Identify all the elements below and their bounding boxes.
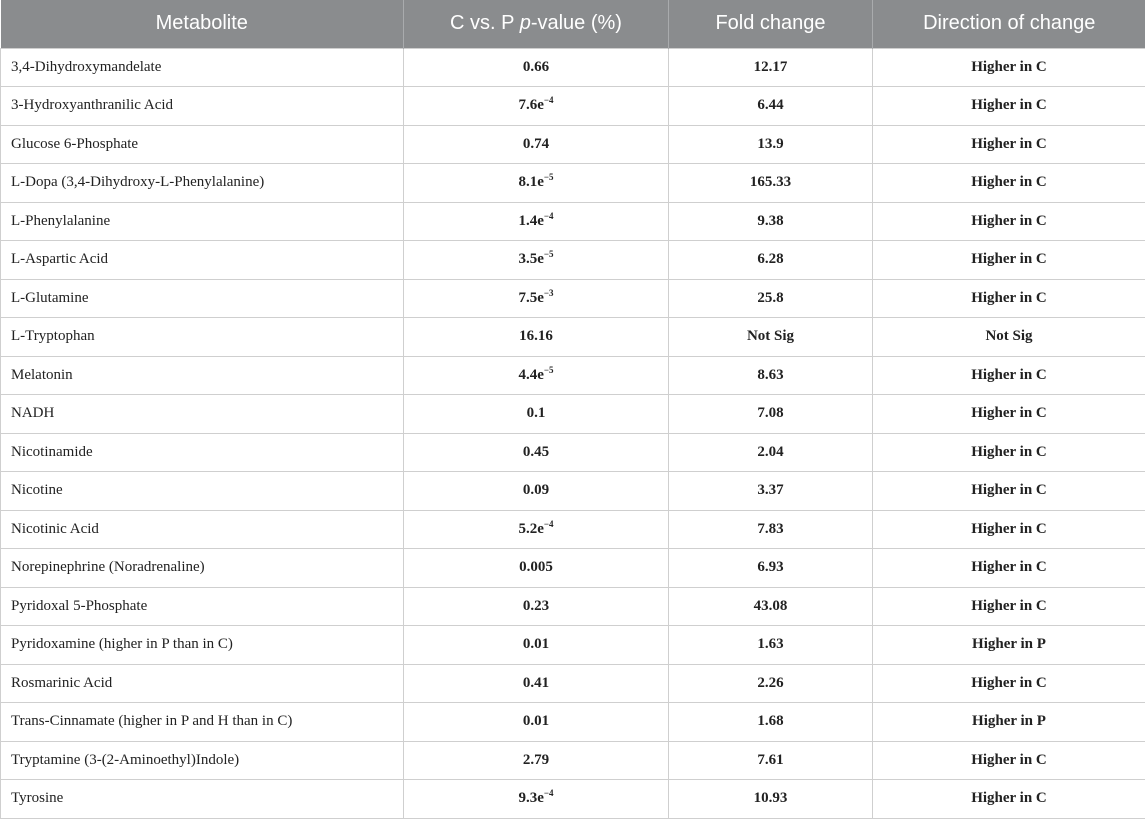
- cell-fold-change: Not Sig: [669, 318, 873, 357]
- table-row: [1, 318, 1145, 357]
- cell-fold-change: 13.9: [669, 125, 873, 164]
- pvalue-mantissa: 4.4e: [518, 367, 543, 383]
- cell-fold-change: 25.8: [669, 279, 873, 318]
- cell-direction: Higher in C: [873, 87, 1145, 126]
- pvalue-mantissa: 7.5e: [518, 290, 543, 306]
- cell-metabolite: Glucose 6-Phosphate: [1, 125, 404, 164]
- table-row: [1, 48, 1145, 87]
- table-header: [1, 0, 1145, 48]
- table-row: [1, 626, 1145, 665]
- table-row: [1, 279, 1145, 318]
- cell-pvalue: [404, 780, 669, 819]
- cell-fold-change: 3.37: [669, 472, 873, 511]
- cell-pvalue: [404, 125, 669, 164]
- cell-pvalue: [404, 510, 669, 549]
- pvalue-exponent: −3: [544, 288, 554, 298]
- cell-pvalue: [404, 664, 669, 703]
- pvalue-mantissa: 0.74: [523, 136, 549, 152]
- cell-direction: Higher in C: [873, 780, 1145, 819]
- cell-metabolite: Norepinephrine (Noradrenaline): [1, 549, 404, 588]
- pvalue-exponent: −4: [544, 519, 554, 529]
- cell-metabolite: Rosmarinic Acid: [1, 664, 404, 703]
- pvalue-mantissa: 2.79: [523, 752, 549, 768]
- cell-fold-change: 8.63: [669, 356, 873, 395]
- cell-metabolite: 3,4-Dihydroxymandelate: [1, 48, 404, 87]
- cell-pvalue: [404, 87, 669, 126]
- header-fold-change: Fold change: [669, 0, 873, 48]
- pvalue-exponent: −4: [544, 788, 554, 798]
- table-row: [1, 472, 1145, 511]
- header-pvalue-suffix: -value (%): [531, 12, 622, 34]
- header-metabolite: Metabolite: [1, 0, 404, 48]
- pvalue-exponent: −5: [544, 249, 554, 259]
- table-row: [1, 87, 1145, 126]
- cell-metabolite: L-Aspartic Acid: [1, 241, 404, 280]
- cell-fold-change: 165.33: [669, 164, 873, 203]
- cell-direction: Higher in C: [873, 202, 1145, 241]
- cell-direction: Higher in C: [873, 125, 1145, 164]
- table-row: [1, 664, 1145, 703]
- table-row: [1, 780, 1145, 819]
- pvalue-mantissa: 0.41: [523, 675, 549, 691]
- cell-metabolite: Nicotinic Acid: [1, 510, 404, 549]
- header-direction: Direction of change: [873, 0, 1145, 48]
- header-row: [1, 0, 1145, 48]
- pvalue-exponent: −4: [544, 95, 554, 105]
- cell-direction: Higher in P: [873, 703, 1145, 742]
- cell-direction: Higher in C: [873, 433, 1145, 472]
- cell-pvalue: [404, 741, 669, 780]
- cell-pvalue: [404, 164, 669, 203]
- cell-pvalue: [404, 356, 669, 395]
- pvalue-mantissa: 0.23: [523, 598, 549, 614]
- table-row: [1, 703, 1145, 742]
- cell-metabolite: 3-Hydroxyanthranilic Acid: [1, 87, 404, 126]
- pvalue-mantissa: 7.6e: [518, 97, 543, 113]
- cell-fold-change: 10.93: [669, 780, 873, 819]
- pvalue-mantissa: 0.01: [523, 636, 549, 652]
- cell-fold-change: 7.61: [669, 741, 873, 780]
- cell-metabolite: Nicotinamide: [1, 433, 404, 472]
- table-row: [1, 741, 1145, 780]
- header-pvalue: [404, 0, 669, 48]
- cell-pvalue: [404, 318, 669, 357]
- cell-metabolite: L-Glutamine: [1, 279, 404, 318]
- cell-metabolite: Tyrosine: [1, 780, 404, 819]
- cell-metabolite: Melatonin: [1, 356, 404, 395]
- pvalue-mantissa: 16.16: [519, 328, 553, 344]
- cell-pvalue: [404, 587, 669, 626]
- cell-direction: Higher in C: [873, 510, 1145, 549]
- cell-direction: Higher in C: [873, 48, 1145, 87]
- pvalue-mantissa: 0.01: [523, 713, 549, 729]
- cell-pvalue: [404, 433, 669, 472]
- pvalue-mantissa: 0.1: [527, 405, 546, 421]
- cell-pvalue: [404, 241, 669, 280]
- cell-fold-change: 2.26: [669, 664, 873, 703]
- pvalue-mantissa: 0.45: [523, 444, 549, 460]
- cell-metabolite: L-Phenylalanine: [1, 202, 404, 241]
- cell-metabolite: Tryptamine (3-(2-Aminoethyl)Indole): [1, 741, 404, 780]
- cell-direction: Higher in C: [873, 395, 1145, 434]
- cell-pvalue: [404, 472, 669, 511]
- pvalue-mantissa: 9.3e: [518, 790, 543, 806]
- cell-fold-change: 43.08: [669, 587, 873, 626]
- cell-direction: Higher in C: [873, 587, 1145, 626]
- cell-direction: Higher in C: [873, 241, 1145, 280]
- cell-fold-change: 7.83: [669, 510, 873, 549]
- cell-metabolite: Nicotine: [1, 472, 404, 511]
- cell-direction: Higher in C: [873, 472, 1145, 511]
- cell-direction: Higher in C: [873, 356, 1145, 395]
- pvalue-mantissa: 0.09: [523, 482, 549, 498]
- cell-direction: Not Sig: [873, 318, 1145, 357]
- table-body: [1, 48, 1145, 818]
- cell-metabolite: L-Dopa (3,4-Dihydroxy-L-Phenylalanine): [1, 164, 404, 203]
- pvalue-mantissa: 0.005: [519, 559, 553, 575]
- pvalue-mantissa: 8.1e: [518, 174, 543, 190]
- cell-pvalue: [404, 395, 669, 434]
- cell-pvalue: [404, 202, 669, 241]
- header-pvalue-prefix: C vs. P: [450, 12, 520, 34]
- cell-metabolite: Trans-Cinnamate (higher in P and H than in C): [1, 703, 404, 742]
- cell-metabolite: NADH: [1, 395, 404, 434]
- pvalue-mantissa: 3.5e: [518, 251, 543, 267]
- table-row: [1, 549, 1145, 588]
- cell-direction: Higher in C: [873, 741, 1145, 780]
- pvalue-exponent: −4: [544, 211, 554, 221]
- table-row: [1, 202, 1145, 241]
- pvalue-mantissa: 1.4e: [518, 213, 543, 229]
- cell-fold-change: 6.28: [669, 241, 873, 280]
- cell-fold-change: 1.63: [669, 626, 873, 665]
- cell-fold-change: 7.08: [669, 395, 873, 434]
- cell-fold-change: 2.04: [669, 433, 873, 472]
- table-row: [1, 433, 1145, 472]
- cell-direction: Higher in C: [873, 279, 1145, 318]
- pvalue-mantissa: 0.66: [523, 59, 549, 75]
- cell-direction: Higher in C: [873, 549, 1145, 588]
- pvalue-exponent: −5: [544, 365, 554, 375]
- table-row: [1, 241, 1145, 280]
- cell-direction: Higher in P: [873, 626, 1145, 665]
- cell-pvalue: [404, 48, 669, 87]
- cell-direction: Higher in C: [873, 164, 1145, 203]
- table-row: [1, 587, 1145, 626]
- cell-fold-change: 12.17: [669, 48, 873, 87]
- table-row: [1, 356, 1145, 395]
- table-row: [1, 164, 1145, 203]
- cell-metabolite: Pyridoxamine (higher in P than in C): [1, 626, 404, 665]
- cell-direction: Higher in C: [873, 664, 1145, 703]
- cell-pvalue: [404, 703, 669, 742]
- cell-fold-change: 6.44: [669, 87, 873, 126]
- cell-pvalue: [404, 549, 669, 588]
- cell-pvalue: [404, 626, 669, 665]
- cell-fold-change: 1.68: [669, 703, 873, 742]
- table-row: [1, 510, 1145, 549]
- cell-metabolite: L-Tryptophan: [1, 318, 404, 357]
- table-row: [1, 125, 1145, 164]
- pvalue-mantissa: 5.2e: [518, 521, 543, 537]
- cell-pvalue: [404, 279, 669, 318]
- table-row: [1, 395, 1145, 434]
- cell-fold-change: 6.93: [669, 549, 873, 588]
- header-pvalue-italic: p: [520, 12, 531, 34]
- cell-metabolite: Pyridoxal 5-Phosphate: [1, 587, 404, 626]
- pvalue-exponent: −5: [544, 172, 554, 182]
- cell-fold-change: 9.38: [669, 202, 873, 241]
